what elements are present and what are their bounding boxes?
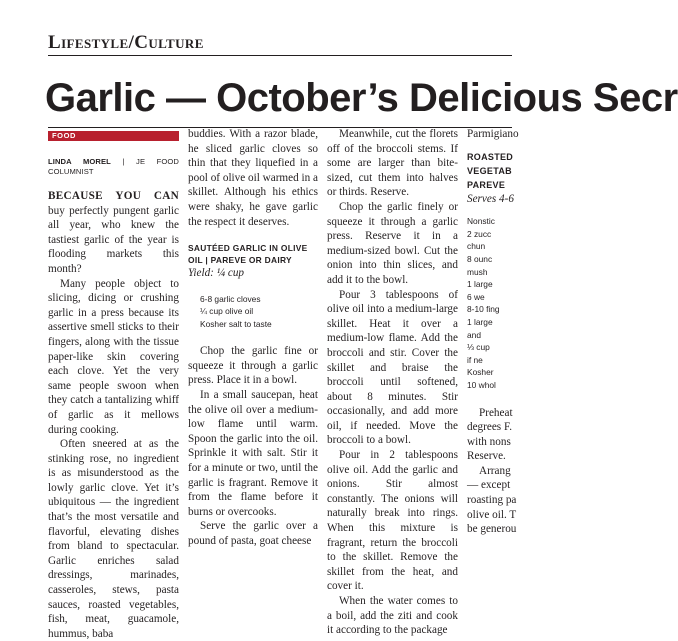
byline-author: LINDA MOREL xyxy=(48,157,111,166)
column-2 xyxy=(188,127,318,549)
column-3 xyxy=(327,127,458,638)
body-line: Arrang xyxy=(479,464,511,477)
body-paragraph: Pour in 2 tablespoons olive oil. Add the garlic and onions. Stir almost constantly. The onions will naturally break into rings. When this mixture is fragrant, return the broccoli to the skillet. Remove the skillet from the heat, and cover it. xyxy=(327,449,458,593)
recipe-title xyxy=(188,243,318,266)
body-line: with nons xyxy=(467,435,511,448)
ingredient: 2 zucc xyxy=(467,228,492,239)
ingredient: 1 large xyxy=(467,279,493,290)
ingredient: ⅓ cup xyxy=(467,342,490,353)
ingredient: 1 large xyxy=(467,316,493,327)
body-line: degrees F. xyxy=(467,421,513,434)
recipe-title-line: PAREVE xyxy=(467,179,506,190)
ingredient: 6-8 garlic cloves xyxy=(200,293,261,304)
lead-in: BECAUSE YOU CAN xyxy=(48,190,179,202)
body-paragraph: buddies. With a razor blade, he sliced garlic cloves so thin that they liquefied in a pool of olive oil warmed in a skillet. Although his ethics were shaky, he gave garlic the respect it deserves. xyxy=(188,128,318,228)
recipe-title-line: VEGETAB xyxy=(467,165,512,176)
ingredient: if ne xyxy=(467,354,483,365)
food-tag: FOOD xyxy=(48,131,179,141)
ingredient: 8 ounc xyxy=(467,253,493,264)
byline-role: | JE FOOD COLUMNIST xyxy=(48,157,179,176)
ingredient: chun xyxy=(467,241,486,252)
body-line: olive oil. T xyxy=(467,508,517,521)
body-line: Parmigiano xyxy=(467,128,519,140)
byline xyxy=(48,157,179,177)
body-paragraph: Chop the garlic finely or squeeze it through a garlic press. Reserve it in a medium-sized bowl. Cut the onion into thin slices, and add it to the bowl. xyxy=(327,200,458,286)
recipe-title-line: ROASTED xyxy=(467,151,514,162)
ingredient: 8-10 fing xyxy=(467,304,500,315)
ingredient: mush xyxy=(467,266,488,277)
body-line: Preheat xyxy=(479,406,513,419)
column-1 xyxy=(48,127,179,641)
headline: Garlic — October’s Delicious Secr xyxy=(45,76,678,120)
body-paragraph: Meanwhile, cut the florets off of the broccoli stems. If some are larger than bite-sized, cut them into halves or thirds. Reserve. xyxy=(327,128,458,199)
body-line: roasting pa xyxy=(467,494,517,507)
lead-text: buy perfectly pungent garlic all year, who knew the tastiest garlic of the year is flooding markets this month? xyxy=(48,204,179,275)
body-paragraph: Many people object to slicing, dicing or crushing garlic in a press because its assertive smell sticks to their fingers, along with the tissue paper-like skin covering each clove. Yet the very same people swoon when they catch a tantalizing whiff of garlic as it mellows during cooking. xyxy=(48,277,179,436)
ingredient: 6 we xyxy=(467,291,485,302)
ingredient: ¼ cup olive oil xyxy=(200,306,254,317)
section-label: Lifestyle/Culture xyxy=(48,32,204,53)
body-paragraph: Often sneered at as the stinking rose, no ingredient is as misunderstood as the lowly garlic clove. Yet it’s ubiquitous — the ingredient that’s the most versatile and flavorful, elevating dishes from bland to spectacular. Garlic enriches salad dressings, marinades, casseroles, stews, pasta sauces, roasted vegetables, fish, meat, guacamole, hummus, baba xyxy=(48,438,179,640)
ingredient: Kosher xyxy=(467,367,494,378)
body-paragraph: Serve the garlic over a pound of pasta, goat cheese xyxy=(188,520,318,547)
column-4 xyxy=(467,127,527,537)
recipe-yield: Yield: ¼ cup xyxy=(188,267,245,280)
body-line: Reserve. xyxy=(467,450,506,463)
ingredient: and xyxy=(467,329,481,340)
recipe-title xyxy=(467,150,527,192)
section-rule xyxy=(48,55,512,56)
lead-paragraph xyxy=(48,189,179,277)
body-paragraph: Pour 3 tablespoons of olive oil into a medium-large skillet. Heat it over a medium-low flame. Add the broccoli and stir. Cover the skillet and braise the broccoli until softened, about 8 minutes. Stir occasionally, and add more oil, if needed. Move the broccoli to a bowl. xyxy=(327,288,458,447)
body-line: — except xyxy=(467,479,511,492)
recipe-title-line: OIL | PAREVE OR DAIRY xyxy=(188,254,292,265)
ingredient: Kosher salt to taste xyxy=(200,318,272,329)
ingredient: Nonstic xyxy=(467,216,495,227)
body-paragraph: When the water comes to a boil, add the ziti and cook it according to the package xyxy=(327,595,458,637)
body-line: be generou xyxy=(467,523,517,536)
body-paragraph: Chop the garlic fine or squeeze it through a garlic press. Place it in a bowl. xyxy=(188,345,318,387)
recipe-title-line: SAUTÉED GARLIC IN OLIVE xyxy=(188,243,308,254)
recipe-serves: Serves 4-6 xyxy=(467,192,514,205)
ingredient: 10 whol xyxy=(467,379,496,390)
body-paragraph: In a small saucepan, heat the olive oil over a medium-low flame until warm. Spoon the garlic into the oil. Sprinkle it with salt. Stir it for a minute or two, until the garlic is fragrant. Remove it from the flame before it burns or overcooks. xyxy=(188,389,318,518)
